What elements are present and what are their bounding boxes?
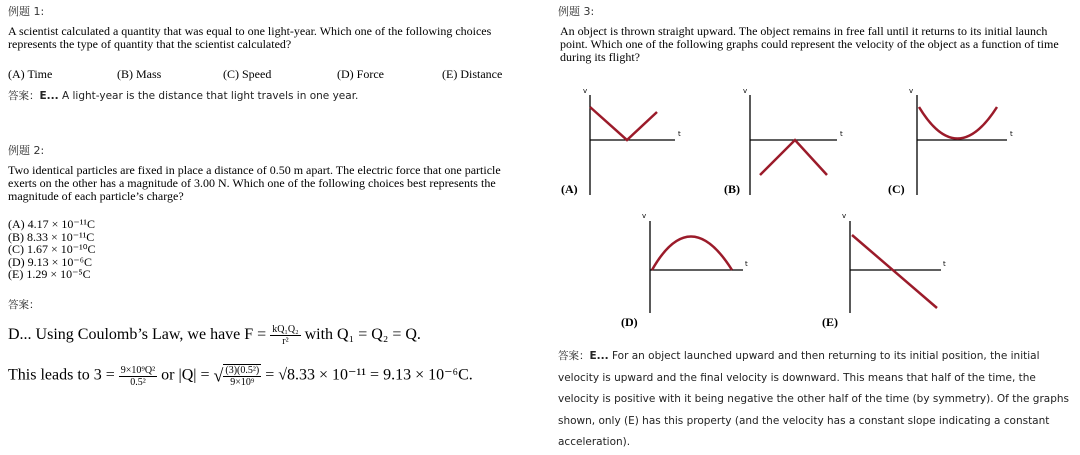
choice-2a: (A) 4.17 × 10⁻¹¹C: [8, 217, 95, 231]
choice-2e: (E) 1.29 × 10⁻⁵C: [8, 267, 91, 281]
solution-line-2: This leads to 3 = $\frac{\text{9×10⁹Q²}}{\text{0.5²}}$ or |Q| = √ $\frac{\text{(3)(0.5²)}}{\text{9×10⁹}}$ = √8.33 × 10⁻¹¹ = 9.13 × 10⁻⁶C.: [8, 364, 473, 388]
graph-c-curve: [919, 107, 997, 139]
graph-d-label: (D): [621, 315, 638, 329]
graph-a-label: (A): [561, 182, 578, 196]
example-1-question: A scientist calculated a quantity that was equal to one light-year. Which one of the following choices represents the type of quantity that the scientist calculated?: [8, 24, 492, 51]
graph-b-v-label: v: [743, 87, 748, 95]
graph-d-t-label: t: [745, 260, 748, 268]
choice-2b: (B) 8.33 × 10⁻¹¹C: [8, 229, 95, 244]
choice-2c: (C) 1.67 × 10⁻¹⁰C: [8, 242, 96, 256]
sqrt-sign-icon: √: [213, 365, 224, 386]
example-2-answer-label: 答案：: [8, 299, 40, 311]
graph-d-curve: [652, 237, 732, 271]
choice-2d: (D) 9.13 × 10⁻⁶C: [8, 254, 92, 269]
graph-e-v-label: v: [842, 212, 847, 220]
graph-e: [835, 213, 955, 313]
graph-c-label: (C): [888, 182, 905, 196]
graph-b-t-label: t: [840, 130, 843, 138]
example-2-label: 例题 2:: [8, 144, 45, 157]
example-3-label: 例题 3:: [558, 5, 595, 18]
graph-c-v-label: v: [909, 87, 914, 95]
graph-b-label: (B): [724, 182, 740, 196]
example-3-question: An object is thrown straight upward. The object remains in free fall until it returns to its initial launch point. Which one of the following graphs could represent the velocity of the object as a function of time during its flight?: [560, 24, 1059, 64]
graph-a-t-label: t: [678, 130, 681, 138]
example-1-label: 例题 1:: [8, 5, 45, 18]
graph-b-curve: [760, 140, 827, 175]
graph-d: [635, 213, 755, 313]
graph-e-curve: [852, 235, 937, 308]
example-2-choices: [8, 218, 96, 281]
example-1-answer: 答案：E... A light-year is the distance that light travels in one year.: [8, 90, 359, 102]
graph-b: [735, 85, 850, 195]
choice-1d: (D) Force: [337, 67, 384, 81]
graph-e-t-label: t: [943, 260, 946, 268]
graph-e-label: (E): [822, 315, 838, 329]
choice-1c: (C) Speed: [223, 67, 272, 81]
choice-1e: (E) Distance: [442, 67, 503, 81]
example-3-answer: 答案：E... For an object launched upward and then returning to its initial position, the initial velocity is upward and the final velocity is downward. This means that half of the time, the velocity is positive with it being negative the other half of the time (by symmetry). Of the graphs shown, only (E) has this property (and the velocity has a constant slope indicating a constant acceleration).: [558, 350, 1069, 448]
graph-a: [575, 85, 685, 195]
graph-a-v-label: v: [583, 87, 588, 95]
choice-1b: (B) Mass: [117, 67, 162, 81]
graph-c-t-label: t: [1010, 130, 1013, 138]
graph-c: [905, 85, 1020, 195]
graph-d-v-label: v: [642, 212, 647, 220]
example-2-question: Two identical particles are fixed in place a distance of 0.50 m apart. The electric force that one particle exerts on the other has a magnitude of 3.00 N. Which one of the following choices best represents the magnitude of each particle’s charge?: [8, 163, 501, 203]
choice-1a: (A) Time: [8, 67, 53, 81]
solution-line-1: D... Using Coulomb’s Law, we have F = $\frac{\text{kQ₁Q₂}}{\text{r²}}$ with Q₁ = Q₂ = Q.: [8, 324, 421, 347]
graph-a-curve: [590, 107, 657, 140]
